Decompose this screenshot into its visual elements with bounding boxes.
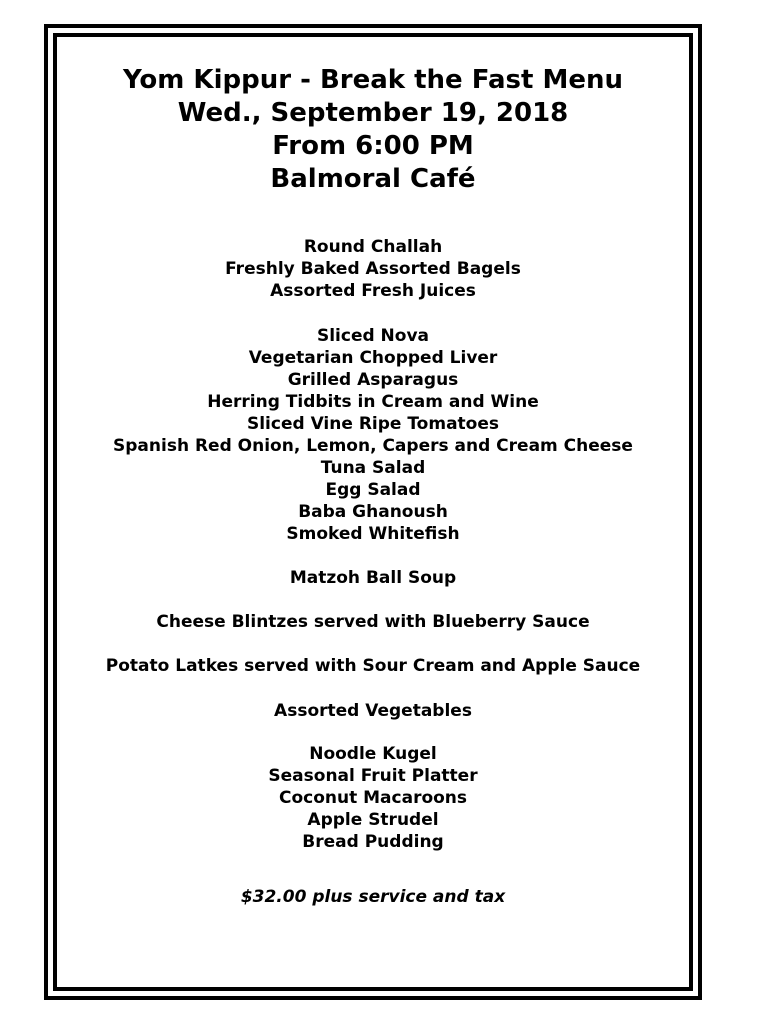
soup-section xyxy=(60,567,686,589)
menu-item: Seasonal Fruit Platter xyxy=(268,766,478,786)
venue-name: Balmoral Café xyxy=(270,164,476,194)
vegetables-section xyxy=(60,700,686,722)
price-note: $32.00 plus service and tax xyxy=(240,887,506,907)
menu-item: Assorted Vegetables xyxy=(274,701,472,721)
menu-item: Assorted Fresh Juices xyxy=(270,281,476,301)
menu-item: Spanish Red Onion, Lemon, Capers and Cream Cheese xyxy=(113,436,633,456)
menu-item: Sliced Vine Ripe Tomatoes xyxy=(246,414,500,434)
menu-header xyxy=(60,64,686,196)
menu-item: Vegetarian Chopped Liver xyxy=(248,348,498,368)
menu-item: Apple Strudel xyxy=(307,810,439,830)
menu-item: Potato Latkes served with Sour Cream and Apple Sauce xyxy=(105,656,641,676)
blintzes-section xyxy=(60,611,686,633)
menu-item: Coconut Macaroons xyxy=(278,788,468,808)
menu-item: Matzoh Ball Soup xyxy=(289,568,457,588)
menu-item: Grilled Asparagus xyxy=(287,370,459,390)
menu-item: Egg Salad xyxy=(325,480,421,500)
platters-section xyxy=(60,325,686,545)
event-time: From 6:00 PM xyxy=(272,131,474,161)
menu-item: Tuna Salad xyxy=(320,458,426,478)
menu-item: Baba Ghanoush xyxy=(298,502,448,522)
latkes-section xyxy=(60,655,686,677)
event-date: Wed., September 19, 2018 xyxy=(177,98,569,128)
menu-item: Sliced Nova xyxy=(316,326,430,346)
menu-item: Bread Pudding xyxy=(302,832,444,852)
menu-title: Yom Kippur - Break the Fast Menu xyxy=(122,65,623,95)
breads-section xyxy=(60,236,686,302)
price-section xyxy=(60,886,686,908)
menu-item: Freshly Baked Assorted Bagels xyxy=(225,259,521,279)
menu-item: Cheese Blintzes served with Blueberry Sauce xyxy=(156,612,590,632)
desserts-section xyxy=(60,743,686,853)
menu-item: Herring Tidbits in Cream and Wine xyxy=(207,392,539,412)
menu-item: Noodle Kugel xyxy=(309,744,437,764)
menu-item: Round Challah xyxy=(303,237,443,257)
menu-item: Smoked Whitefish xyxy=(286,524,460,544)
